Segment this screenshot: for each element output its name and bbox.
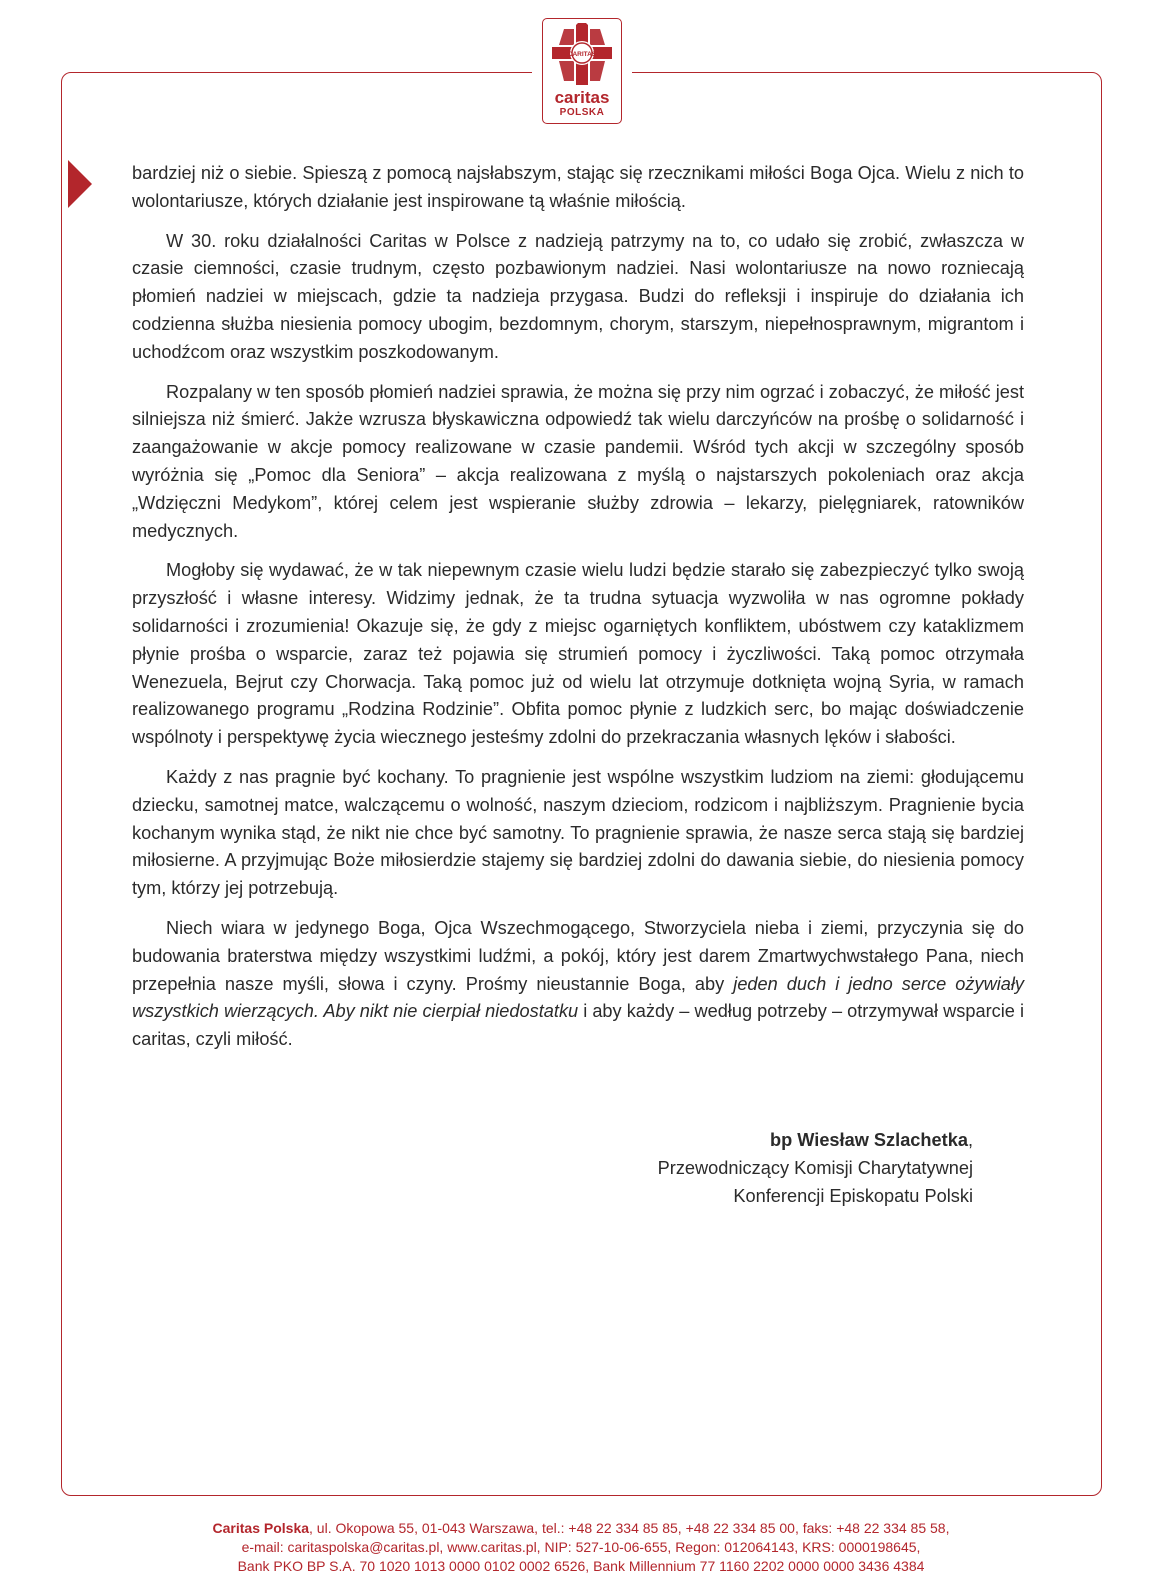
letter-body [132,160,1024,1066]
signature-title-line-2: Konferencji Episkopatu Polski [733,1186,973,1206]
footer-address: , ul. Okopowa 55, 01-043 Warszawa, tel.: +48 22 334 85 85, +48 22 334 85 00, faks: +48 22 334 85 58, [309,1520,950,1536]
closing-text-end: i aby każdy – według potrzeby – otrzymywał wsparcie i caritas, czyli miłość. [132,1001,1025,1050]
signature-name: bp Wiesław Szlachetka [769,1130,968,1150]
signature-name-suffix: , [967,1130,973,1150]
logo-emblem-text: CARITAS [567,51,597,58]
caritas-logo [542,18,622,124]
page-marker-triangle [68,160,92,208]
paragraph: W 30. roku działalności Caritas w Polsce z nadzieją patrzymy na to, co udało się zrobić, zwłaszcza w czasie ciemności, czasie trudnym, często pozbawionym nadziei. Nasi wolontariusze na nowo rozniecają płomień nadziei w miejscach, gdzie ta nadzieja przygasa. Budzi do refleksji i inspiruje do działania ich codzienna służba niesienia pomocy ubogim, bezdomnym, chorym, starszym, niepełnosprawnym, migrantom i uchodźcom oraz wszystkim poszkodowanym. [132,230,1024,362]
paragraph: Rozpalany w ten sposób płomień nadziei sprawia, że można się przy nim ogrzać i zobaczyć, że miłość jest silniejsza niż śmierć. Jakże wzrusza błyskawiczna odpowiedź tak wielu darczyńców na prośbę o solidarność i zaangażowanie w akcje pomocy realizowane w czasie pandemii. Wśród tych akcji w szczególny sposób wyróżnia się „Pomoc dla Seniora” – akcja realizowana z myślą o najstarszych pokoleniach oraz akcja „Wdzięczni Medykom”, której celem jest wspieranie służby zdrowia – lekarzy, pielęgniarek, ratowników medycznych. [132,381,1024,541]
closing-text: Niech wiara w jedynego Boga, Ojca Wszechmogącego, Stworzyciela nieba i ziemi, przyczynia się do budowania braterstwa między wszystkimi ludźmi, a pokój, który jest darem Zmartwychwstałego Pana, niech przepełnia nasze myśli, słowa i czyny. Prośmy nieustannie Boga, aby [132,917,1024,994]
footer-contact [0,1519,1162,1576]
footer-contact-line: e-mail: caritaspolska@caritas.pl, www.caritas.pl, NIP: 527-10-06-655, Regon: 012064143, KRS: 0000198645, [241,1539,921,1555]
footer-org-name: Caritas Polska [212,1520,310,1536]
paragraph: Każdy z nas pragnie być kochany. To pragnienie jest wspólne wszystkim ludziom na ziemi: głodującemu dziecku, samotnej matce, walczącemu o wolność, naszym dzieciom, rodzicom i najbliższym. Pragnienie bycia kochanym wynika stąd, że nikt nie chce być samotny. To pragnienie sprawia, że nasze serca stają się bardziej miłosierne. A przyjmując Boże miłosierdzie stajemy się bardziej zdolni do dawania siebie, do niesienia pomocy tym, którzy jej potrzebują. [132,766,1024,899]
footer-bank-line: Bank PKO BP S.A. 70 1020 1013 0000 0102 0002 6526, Bank Millennium 77 1160 2202 0000 0000 3436 4384 [237,1558,925,1574]
caritas-cross-icon [551,23,613,87]
closing-paragraph [132,915,1024,1054]
logo-subtitle: POLSKA [559,107,605,118]
paragraph: Mogłoby się wydawać, że w tak niepewnym czasie wielu ludzi będzie starało się zabezpieczyć tylko swoją przyszłość i własne interesy. Widzimy jednak, że ta trudna sytuacja wyzwoliła w nas ogromne pokłady solidarności i zrozumienia! Okazuje się, że gdy z miejsc ogarniętych konfliktem, ubóstwem czy kataklizmem płynie prośba o wsparcie, zaraz też pojawia się strumień pomocy i życzliwości. Taką pomoc otrzymała Wenezuela, Bejrut czy Chorwacja. Taką pomoc już od wielu lat otrzymuje dotknięta wojną Syria, w ramach realizowanego programu „Rodzina Rodzinie”. Obfita pomoc płynie z ludzkich serc, bo mając doświadczenie wspólnoty i perspektywę życia wiecznego jesteśmy zdolni do przekraczania własnych lęków i słabości. [132,560,1024,748]
signature-block [658,1126,973,1210]
paragraph: bardziej niż o siebie. Spieszą z pomocą najsłabszym, stając się rzecznikami miłości Boga Ojca. Wielu z nich to wolontariusze, których działanie jest inspirowane tą właśnie miłością. [132,163,1024,211]
logo-wordmark: caritas [554,88,610,107]
signature-title-line-1: Przewodniczący Komisji Charytatywnej [657,1158,973,1178]
closing-quote-italic: jeden duch i jedno serce ożywiały wszystkich wierzących. Aby nikt nie cierpiał niedostatku [132,973,1025,1022]
